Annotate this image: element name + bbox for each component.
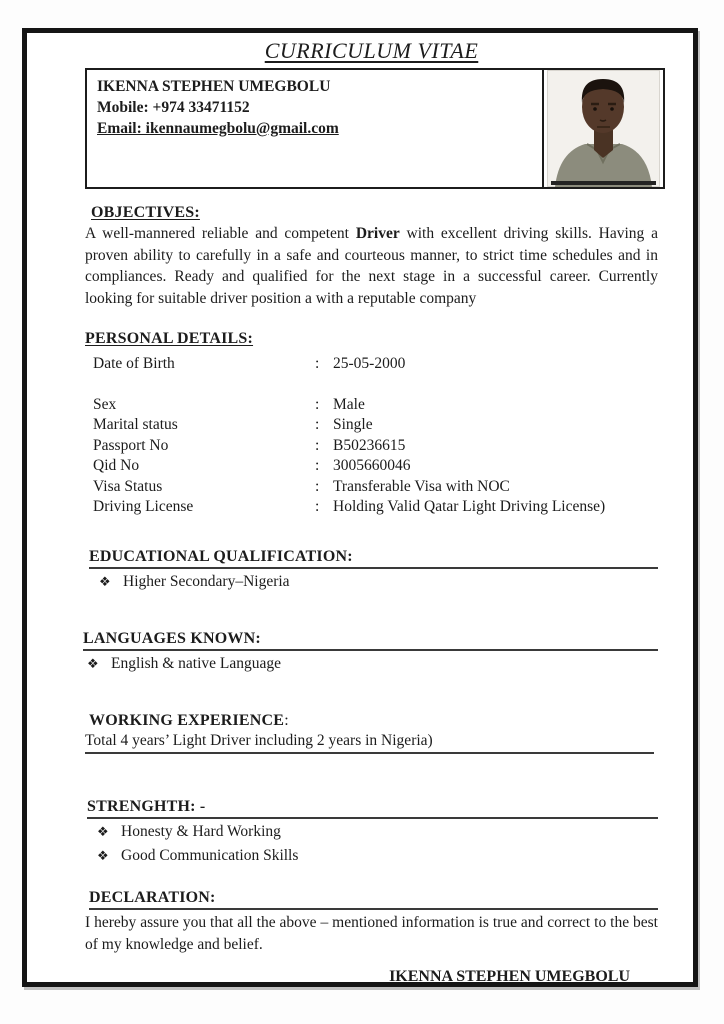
table-row — [93, 497, 658, 518]
languages-heading: LANGUAGES KNOWN: — [83, 630, 658, 651]
detail-label: Date of Birth — [93, 355, 175, 372]
section-personal-details — [85, 330, 658, 518]
list-item — [93, 845, 658, 867]
detail-label: Marital status — [93, 416, 178, 433]
section-declaration — [85, 889, 658, 986]
detail-value: Single — [333, 416, 373, 433]
experience-heading-colon: : — [284, 711, 289, 729]
list-item — [83, 653, 658, 675]
passport-photo — [547, 70, 660, 187]
contact-header-box — [85, 68, 665, 189]
cv-page — [22, 28, 698, 987]
personal-details-table — [93, 354, 658, 518]
detail-value: 25-05-2000 — [333, 355, 406, 372]
education-heading: EDUCATIONAL QUALIFICATION: — [89, 548, 658, 569]
detail-value: Transferable Visa with NOC — [333, 477, 510, 495]
table-row — [93, 456, 658, 477]
contact-info — [87, 70, 544, 187]
detail-separator: : — [315, 416, 320, 433]
detail-separator: : — [315, 355, 320, 372]
objectives-paragraph — [85, 223, 658, 309]
table-row — [93, 477, 658, 498]
education-item-text: Higher Secondary–Nigeria — [123, 572, 290, 590]
detail-value: Male — [333, 395, 365, 413]
detail-separator: : — [315, 457, 320, 474]
email-address: Email: ikennaumegbolu@gmail.com — [97, 120, 339, 137]
diamond-bullet-icon: ❖ — [97, 848, 109, 863]
detail-label: Driving License — [93, 498, 194, 515]
list-item — [93, 821, 658, 843]
detail-value: B50236615 — [333, 436, 406, 454]
photo-cell — [544, 70, 663, 187]
experience-heading-text: WORKING EXPERIENCE — [89, 711, 285, 729]
strength-heading: STRENGHTH: - — [87, 798, 658, 819]
table-row — [93, 354, 658, 375]
table-row — [93, 395, 658, 416]
objectives-text-1: A well-mannered reliable and competent — [85, 225, 356, 242]
experience-summary: Total 4 years’ Light Driver including 2 years in Nigeria) — [85, 730, 654, 755]
objectives-heading: OBJECTIVES: — [91, 204, 200, 221]
declaration-text: I hereby assure you that all the above – mentioned information is true and correct to the best of my knowledge and belief. — [85, 914, 658, 953]
table-row — [93, 415, 658, 436]
section-experience — [85, 711, 658, 755]
section-strength — [87, 798, 658, 867]
strength-item-text: Honesty & Hard Working — [121, 823, 281, 840]
detail-value: Holding Valid Qatar Light Driving License) — [333, 498, 606, 515]
diamond-bullet-icon: ❖ — [87, 655, 99, 671]
section-education — [89, 548, 658, 593]
list-item — [95, 571, 658, 593]
section-languages — [83, 630, 658, 675]
candidate-name: IKENNA STEPHEN UMEGBOLU — [97, 78, 331, 95]
objectives-bold-word: Driver — [355, 225, 400, 242]
diamond-bullet-icon: ❖ — [97, 824, 109, 839]
detail-label: Qid No — [93, 457, 140, 474]
detail-label: Visa Status — [93, 477, 163, 495]
section-objectives — [85, 204, 659, 309]
mobile-number: Mobile: +974 33471152 — [97, 99, 250, 116]
detail-label: Sex — [93, 395, 117, 413]
document-title — [85, 38, 658, 64]
objectives-text-2: with excellent driving skills. Having a proven ability to carefully in a safe and courteous manner, to strict time schedules and in compliances. Ready and qualified for the next stage in a successful career. Currently looking for suitable driver position a with a reputable company — [85, 225, 659, 307]
table-row — [93, 436, 658, 457]
detail-separator: : — [315, 395, 320, 413]
cv-content — [27, 33, 693, 985]
document-title-text: CURRICULUM VITAE — [264, 38, 479, 63]
signature-name: IKENNA STEPHEN UMEGBOLU — [389, 968, 630, 985]
personal-details-heading: PERSONAL DETAILS: — [85, 330, 254, 347]
detail-value: 3005660046 — [333, 457, 411, 474]
strength-item-text: Good Communication Skills — [121, 847, 299, 864]
detail-separator: : — [315, 498, 320, 515]
detail-separator: : — [315, 436, 320, 454]
experience-heading — [89, 712, 658, 730]
declaration-heading: DECLARATION: — [89, 889, 658, 910]
detail-separator: : — [315, 477, 320, 495]
detail-label: Passport No — [93, 436, 169, 454]
diamond-bullet-icon: ❖ — [99, 573, 111, 589]
language-item-text: English & native Language — [111, 654, 282, 672]
